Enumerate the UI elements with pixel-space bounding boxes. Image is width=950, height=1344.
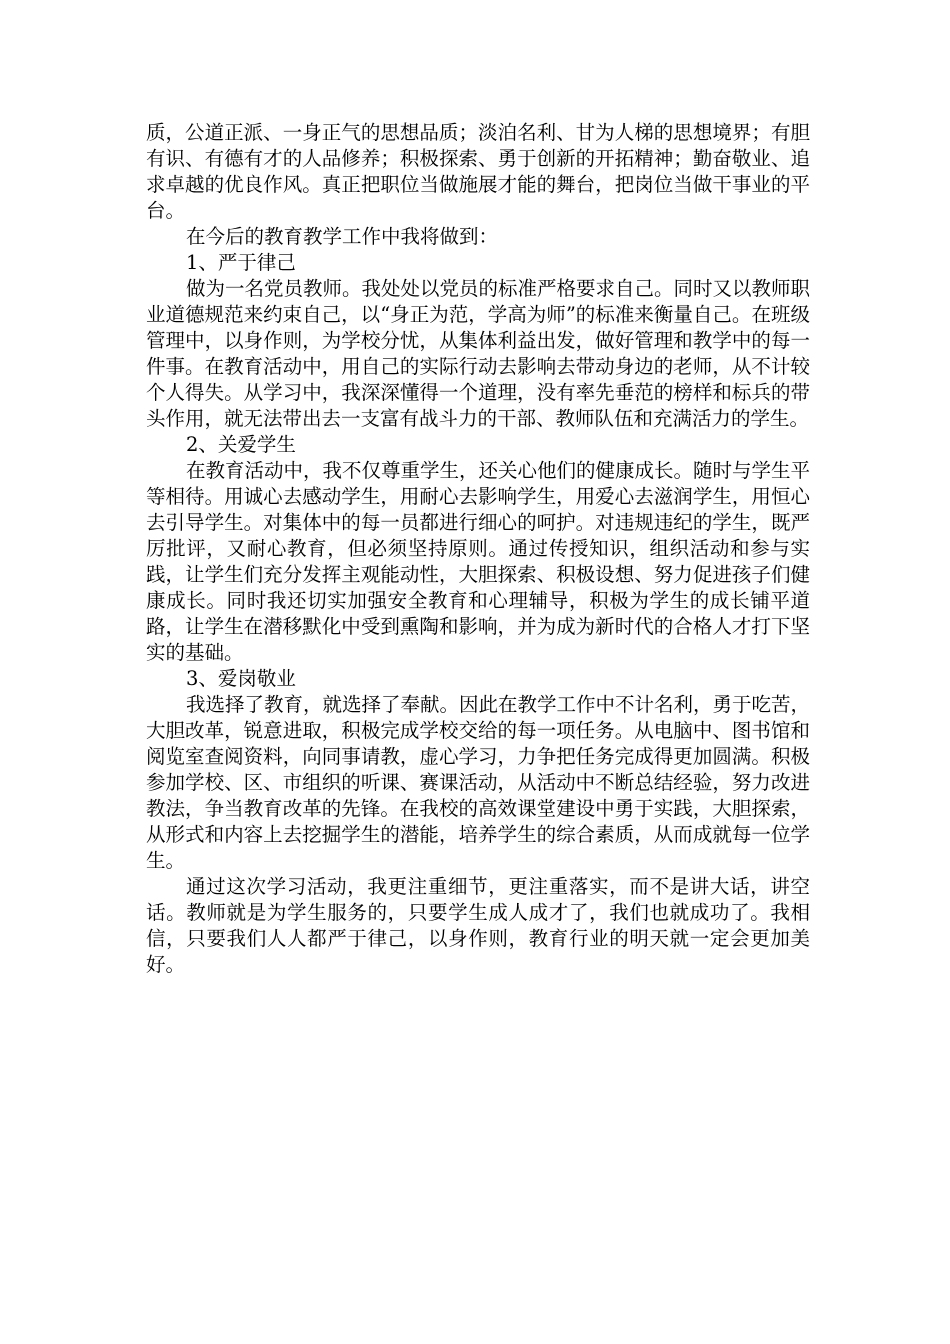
paragraph-commitment-intro: 在今后的教育教学工作中我将做到： — [186, 225, 499, 248]
paragraph-intro-continuation: 质，公道正派、一身正气的思想品质；淡泊名利、甘为人梯的思想境界；有胆有识、有德有才的人品修养；积极探索、勇于创新的开拓精神；勤奋敬业、追求卓越的优良作风。真正把职位当做施展才能的舞台，把岗位当做干事业的平台。 — [146, 121, 810, 222]
paragraph-self-discipline: 做为一名党员教师。我处处以党员的标准严格要求自己。同时又以教师职业道德规范来约束自己，以“身正为范，学高为师”的标准来衡量自己。在班级管理中，以身作则，为学校分忧，从集体利益出发，做好管理和教学中的每一件事。在教育活动中，用自己的实际行动去影响去带动身边的老师，从不计较个人得失。从学习中，我深深懂得一个道理，没有率先垂范的榜样和标兵的带头作用，就无法带出去一支富有战斗力的干部、教师队伍和充满活力的学生。 — [146, 277, 811, 430]
section-heading-dedication: 3、爱岗敬业 — [186, 667, 296, 690]
paragraph-conclusion: 通过这次学习活动，我更注重细节，更注重落实，而不是讲大话，讲空话。教师就是为学生服务的，只要学生成人成才了，我们也就成功了。我相信，只要我们人人都严于律己，以身作则，教育行业的明天就一定会更加美好。 — [146, 875, 810, 976]
document-body — [146, 120, 810, 978]
section-heading-self-discipline: 1、严于律己 — [186, 251, 296, 274]
paragraph-care-for-students: 在教育活动中，我不仅尊重学生，还关心他们的健康成长。随时与学生平等相待。用诚心去感动学生，用耐心去影响学生，用爱心去滋润学生，用恒心去引导学生。对集体中的每一员都进行细心的呵护。对违规违纪的学生，既严厉批评，又耐心教育，但必须坚持原则。通过传授知识，组织活动和参与实践，让学生们充分发挥主观能动性，大胆探索、积极设想、努力促进孩子们健康成长。同时我还切实加强安全教育和心理辅导，积极为学生的成长铺平道路，让学生在潜移默化中受到熏陶和影响，并为成为新时代的合格人才打下坚实的基础。 — [146, 459, 811, 664]
paragraph-dedication: 我选择了教育，就选择了奉献。因此在教学工作中不计名利，勇于吃苦，大胆改革，锐意进取，积极完成学校交给的每一项任务。从电脑中、图书馆和阅览室查阅资料，向同事请教，虚心学习，力争把任务完成得更加圆满。积极参加学校、区、市组织的听课、赛课活动，从活动中不断总结经验，努力改进教法，争当教育改革的先锋。在我校的高效课堂建设中勇于实践，大胆探索，从形式和内容上去挖掘学生的潜能，培养学生的综合素质，从而成就每一位学生。 — [146, 693, 811, 872]
section-heading-care-for-students: 2、关爱学生 — [186, 433, 296, 456]
